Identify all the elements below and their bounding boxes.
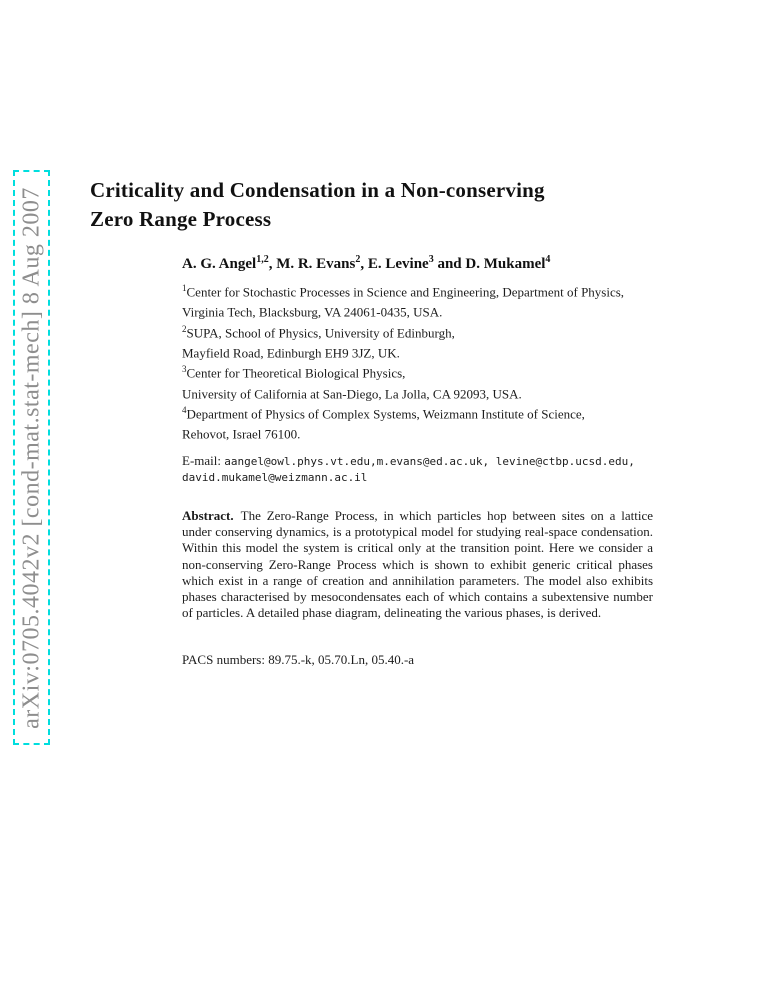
email-line — [182, 453, 653, 470]
author-line — [182, 254, 653, 273]
abstract-text: The Zero-Range Process, in which particles hop between sites on a lattice under conserving dynamics, is a prototypical model for studying real-space condensation. Within this model the system is critical only at the transition point. Here we consider a non-conserving Zero-Range Process which is shown to exhibit generic critical phases which exist in a range of creation and annihilation parameters. The model also exhibits phases characterised by mesocondensates each of which contains a subextensive number of particles. A detailed phase diagram, delineating the various phases, is derived. — [182, 507, 653, 621]
affiliation-line — [182, 341, 653, 361]
pacs-line: PACS numbers: 89.75.-k, 05.70.Ln, 05.40.-a — [182, 651, 415, 667]
author-affil-marker: 3 — [428, 254, 434, 265]
affiliation-line — [182, 422, 653, 442]
author-affil-marker: 2 — [355, 254, 361, 265]
affiliation-line — [182, 361, 653, 381]
affiliation-line — [182, 300, 653, 320]
author-name: , M. R. Evans — [268, 256, 356, 272]
affiliations-block — [182, 280, 653, 443]
affiliation-text: Center for Stochastic Processes in Science and Engineering, Department of Physics, — [186, 284, 625, 300]
author-name: , E. Levine — [360, 256, 429, 272]
affiliation-text: Department of Physics of Complex Systems, Weizmann Institute of Science, — [186, 406, 585, 422]
author-affil-marker: 1,2 — [256, 254, 269, 265]
author-name: A. G. Angel — [182, 256, 257, 272]
abstract-block — [182, 508, 653, 622]
affiliation-text: University of California at San-Diego, La Jolla, CA 92093, USA. — [182, 385, 522, 401]
paper-title-line2: Zero Range Process — [90, 207, 272, 231]
affiliation-line — [182, 280, 653, 300]
paper-content — [90, 176, 653, 668]
affiliation-line — [182, 402, 653, 422]
email-block — [182, 453, 653, 486]
paper-title — [90, 176, 653, 234]
email-label: E-mail: — [182, 452, 225, 468]
affiliation-marker: 1 — [182, 283, 187, 293]
affiliation-text: Center for Theoretical Biological Physics, — [186, 365, 406, 381]
affiliation-line — [182, 321, 653, 341]
paper-front-matter — [182, 254, 653, 668]
email-addresses: aangel@owl.phys.vt.edu,m.evans@ed.ac.uk, levine@ctbp.ucsd.edu, — [224, 454, 635, 468]
affiliation-marker: 4 — [182, 404, 187, 415]
affiliation-marker: 3 — [182, 364, 187, 375]
email-addresses: david.mukamel@weizmann.ac.il — [182, 471, 368, 485]
affiliation-marker: 2 — [182, 323, 187, 334]
affiliation-text: SUPA, School of Physics, University of Edinburgh, — [186, 324, 455, 340]
author-name: and D. Mukamel — [433, 256, 546, 272]
arxiv-stamp-text: arXiv:0705.4042v2 [cond-mat.stat-mech] 8 Aug 2007 — [18, 186, 44, 729]
affiliation-text: Virginia Tech, Blacksburg, VA 24061-0435, USA. — [182, 304, 443, 320]
affiliation-line — [182, 382, 653, 402]
arxiv-stamp — [13, 170, 50, 745]
author-affil-marker: 4 — [545, 254, 551, 265]
paper-title-line1: Criticality and Condensation in a Non-conserving — [90, 178, 545, 202]
abstract-label: Abstract. — [182, 507, 234, 523]
affiliation-text: Rehovot, Israel 76100. — [182, 426, 301, 442]
email-line — [182, 469, 653, 486]
affiliation-text: Mayfield Road, Edinburgh EH9 3JZ, UK. — [182, 345, 400, 361]
